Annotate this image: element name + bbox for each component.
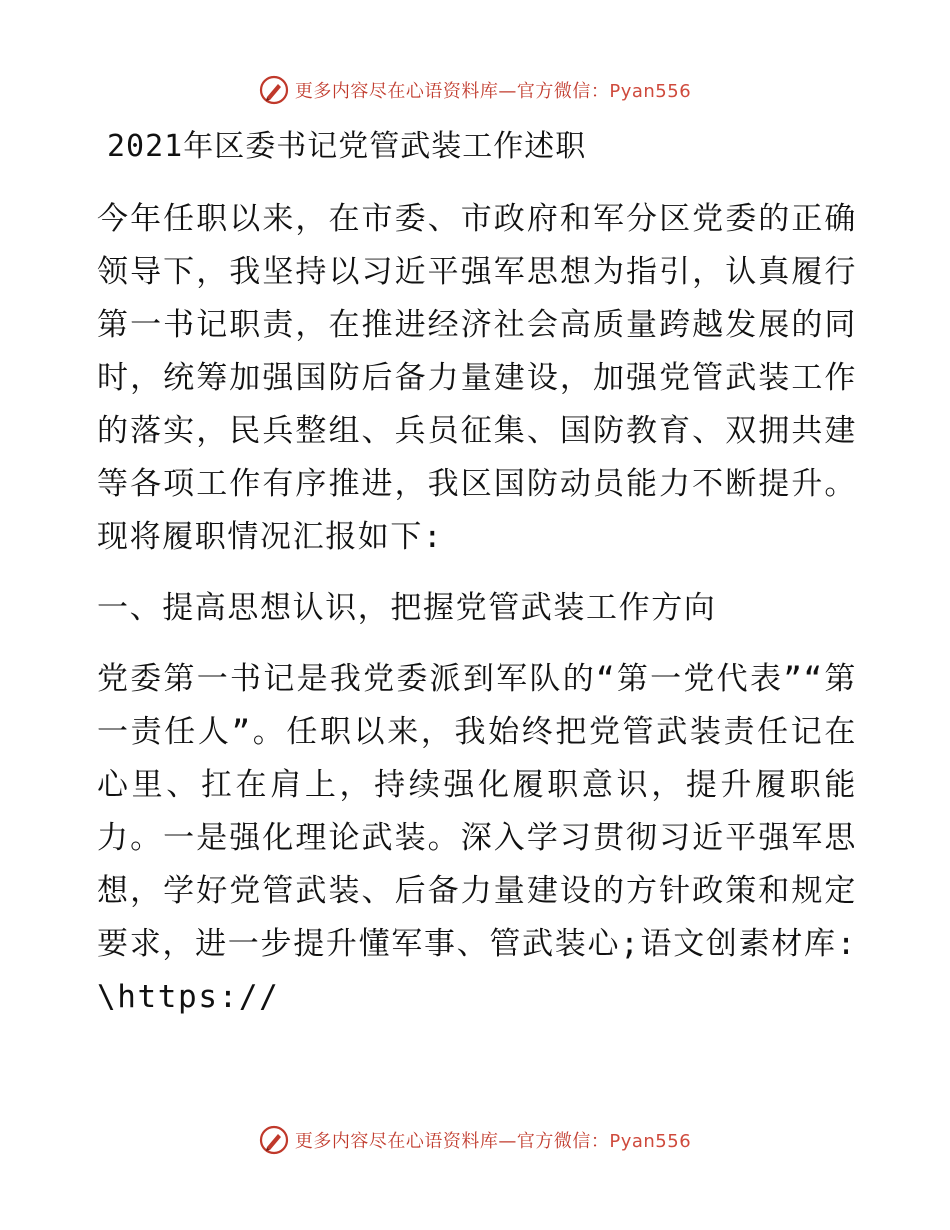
document-body [97,118,857,1024]
header-watermark-banner [0,70,950,110]
footer-watermark-banner [0,1120,950,1160]
document-title: 2021年区委书记党管武装工作述职 [107,129,587,164]
pen-logo-icon [259,75,289,105]
banner-account: Pyan556 [609,81,692,102]
banner-account: Pyan556 [609,1131,692,1152]
section-heading-1: 一、提高思想认识，把握党管武装工作方向 [97,590,717,626]
paragraph-section-1: 党委第一书记是我党委派到军队的“第一党代表”“第一责任人”。任职以来，我始终把党管武装责任记在心里、扛在肩上，持续强化履职意识，提升履职能力。一是强化理论武装。深入学习贯彻习近平强军思想，学好党管武装、后备力量建设的方针政策和规定要求，进一步提升懂军事、管武装心;语文创素材库: \https:// [97,661,857,1015]
banner-text: 更多内容尽在心语资料库—官方微信：Pyan556 [294,81,692,102]
banner-text: 更多内容尽在心语资料库—官方微信：Pyan556 [294,1131,692,1152]
paragraph-intro: 今年任职以来，在市委、市政府和军分区党委的正确领导下，我坚持以习近平强军思想为指引，认真履行第一书记职责，在推进经济社会高质量跨越发展的同时，统筹加强国防后备力量建设，加强党管武装工作的落实，民兵整组、兵员征集、国防教育、双拥共建等各项工作有序推进，我区国防动员能力不断提升。现将履职情况汇报如下: [97,201,857,555]
pen-logo-icon [259,1125,289,1155]
